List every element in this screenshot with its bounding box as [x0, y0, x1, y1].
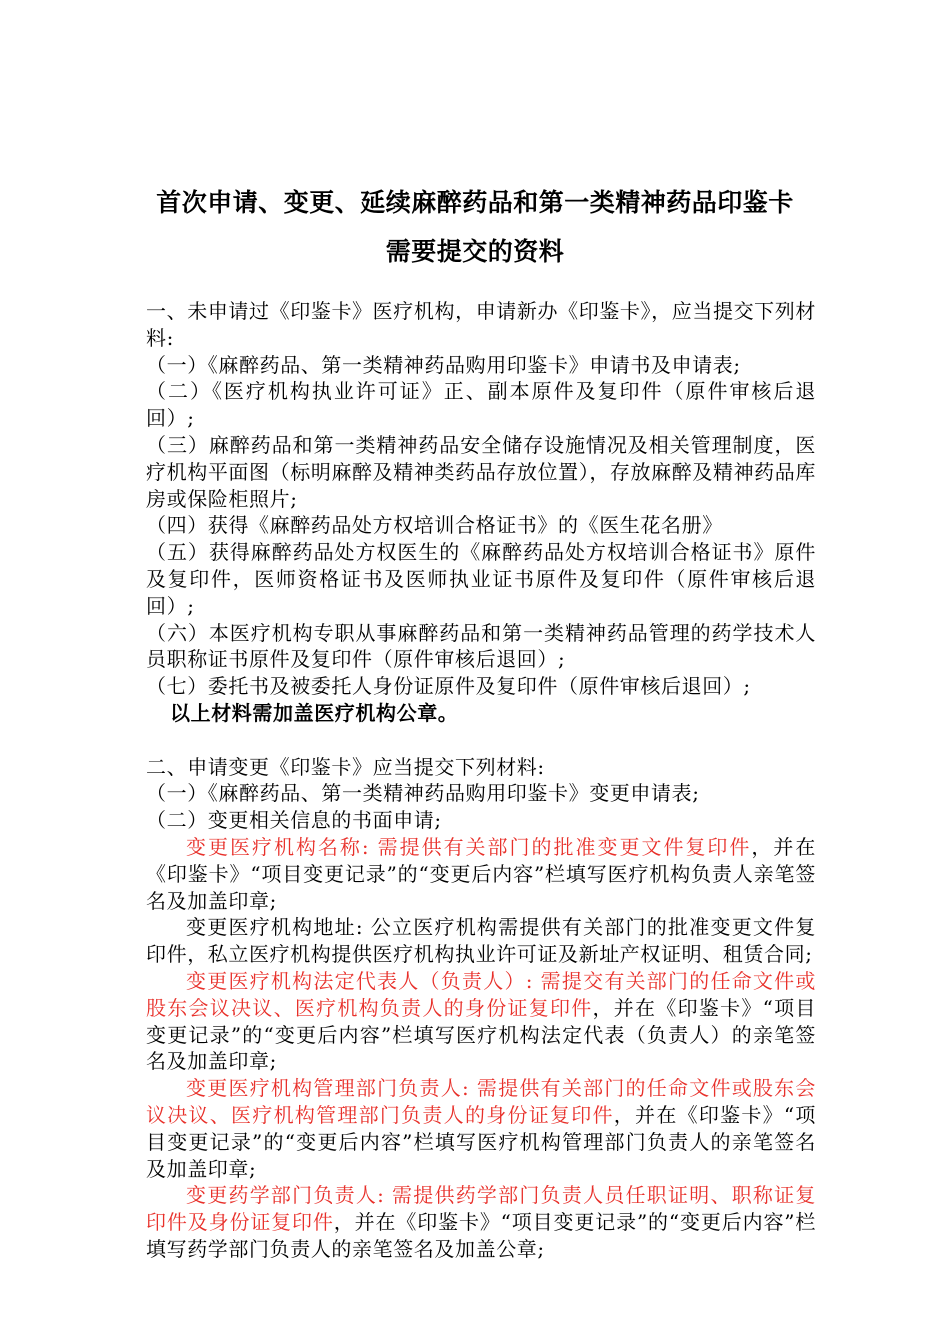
- change-pharm-rest: ，并在《印鉴卡》“项目变更记录”的“变更后内容”栏填写药学部门负责人的亲笔签名及加盖公章;: [146, 1210, 816, 1261]
- change-address-paragraph: 变更医疗机构地址: 公立医疗机构需提供有关部门的批准变更文件复印件，私立医疗机构提供医疗机构执业许可证及新址产权证明、租赁合同;: [146, 915, 816, 967]
- section-gap: [146, 727, 816, 754]
- section2-item-2: （二）变更相关信息的书面申请;: [146, 808, 442, 833]
- document-title-line2: 需要提交的资料: [385, 237, 565, 266]
- document-body: [146, 298, 816, 1263]
- section2-item-1: （一）《麻醉药品、第一类精神药品购用印鉴卡》变更申请表;: [146, 781, 700, 806]
- change-legal-highlight: 变更医疗机构法定代表人（负责人）: 需提交有关部门的任命文件或股东会议决议、医疗机构负责人的身份证复印件: [146, 968, 816, 1020]
- change-pharm-paragraph: [146, 1182, 816, 1262]
- change-mgmt-highlight: 变更医疗机构管理部门负责人: 需提供有关部门的任命文件或股东会议决议、医疗机构管理部门负责人的身份证复印件: [146, 1076, 816, 1127]
- change-name-rest: ，并在《印鉴卡》“项目变更记录”的“变更后内容”栏填写医疗机构负责人亲笔签名及加盖印章;: [146, 834, 816, 913]
- section1-item-1: （一）《麻醉药品、第一类精神药品购用印鉴卡》申请书及申请表;: [146, 352, 741, 377]
- change-legal-paragraph: [146, 968, 816, 1075]
- section1-item-4: （四）获得《麻醉药品处方权培训合格证书》的《医生花名册》: [146, 513, 723, 538]
- section2-heading: 二、申请变更《印鉴卡》应当提交下列材料:: [146, 754, 545, 779]
- change-pharm-highlight: 变更药学部门负责人: 需提供药学部门负责人员任职证明、职称证复印件及身份证复印件: [146, 1183, 816, 1235]
- section1-heading: 一、未申请过《印鉴卡》医疗机构，申请新办《印鉴卡》，应当提交下列材料:: [146, 299, 816, 350]
- change-mgmt-rest: ，并在《印鉴卡》“项目变更记录”的“变更后内容”栏填写医疗机构管理部门负责人的亲笔签名及加盖印章;: [146, 1102, 816, 1181]
- change-name-paragraph: [146, 834, 816, 914]
- section1-item-5: （五）获得麻醉药品处方权医生的《麻醉药品处方权培训合格证书》原件及复印件，医师资格证书及医师执业证书原件及复印件（原件审核后退回）;: [146, 540, 816, 618]
- section1-item-6: （六）本医疗机构专职从事麻醉药品和第一类精神药品管理的药学技术人员职称证书原件及复印件（原件审核后退回）;: [146, 620, 816, 672]
- section1-item-2: （二）《医疗机构执业许可证》正、副本原件及复印件（原件审核后退回）;: [146, 379, 816, 431]
- document-title-line1: 首次申请、变更、延续麻醉药品和第一类精神药品印鉴卡: [156, 188, 794, 217]
- change-name-highlight: 变更医疗机构名称: 需提供有关部门的批准变更文件复印件: [186, 834, 752, 859]
- section1-item-3: （三）麻醉药品和第一类精神药品安全储存设施情况及相关管理制度，医疗机构平面图（标明麻醉及精神类药品存放位置），存放麻醉及精神药品库房或保险柜照片;: [146, 432, 816, 511]
- section1-note: 以上材料需加盖医疗机构公章。: [170, 700, 459, 725]
- change-mgmt-paragraph: [146, 1075, 816, 1182]
- section1-item-7: （七）委托书及被委托人身份证原件及复印件（原件审核后退回）;: [146, 674, 751, 699]
- change-legal-rest: ，并在《印鉴卡》“项目变更记录”的“变更后内容”栏填写医疗机构法定代表（负责人）的亲笔签名及加盖印章;: [146, 995, 816, 1074]
